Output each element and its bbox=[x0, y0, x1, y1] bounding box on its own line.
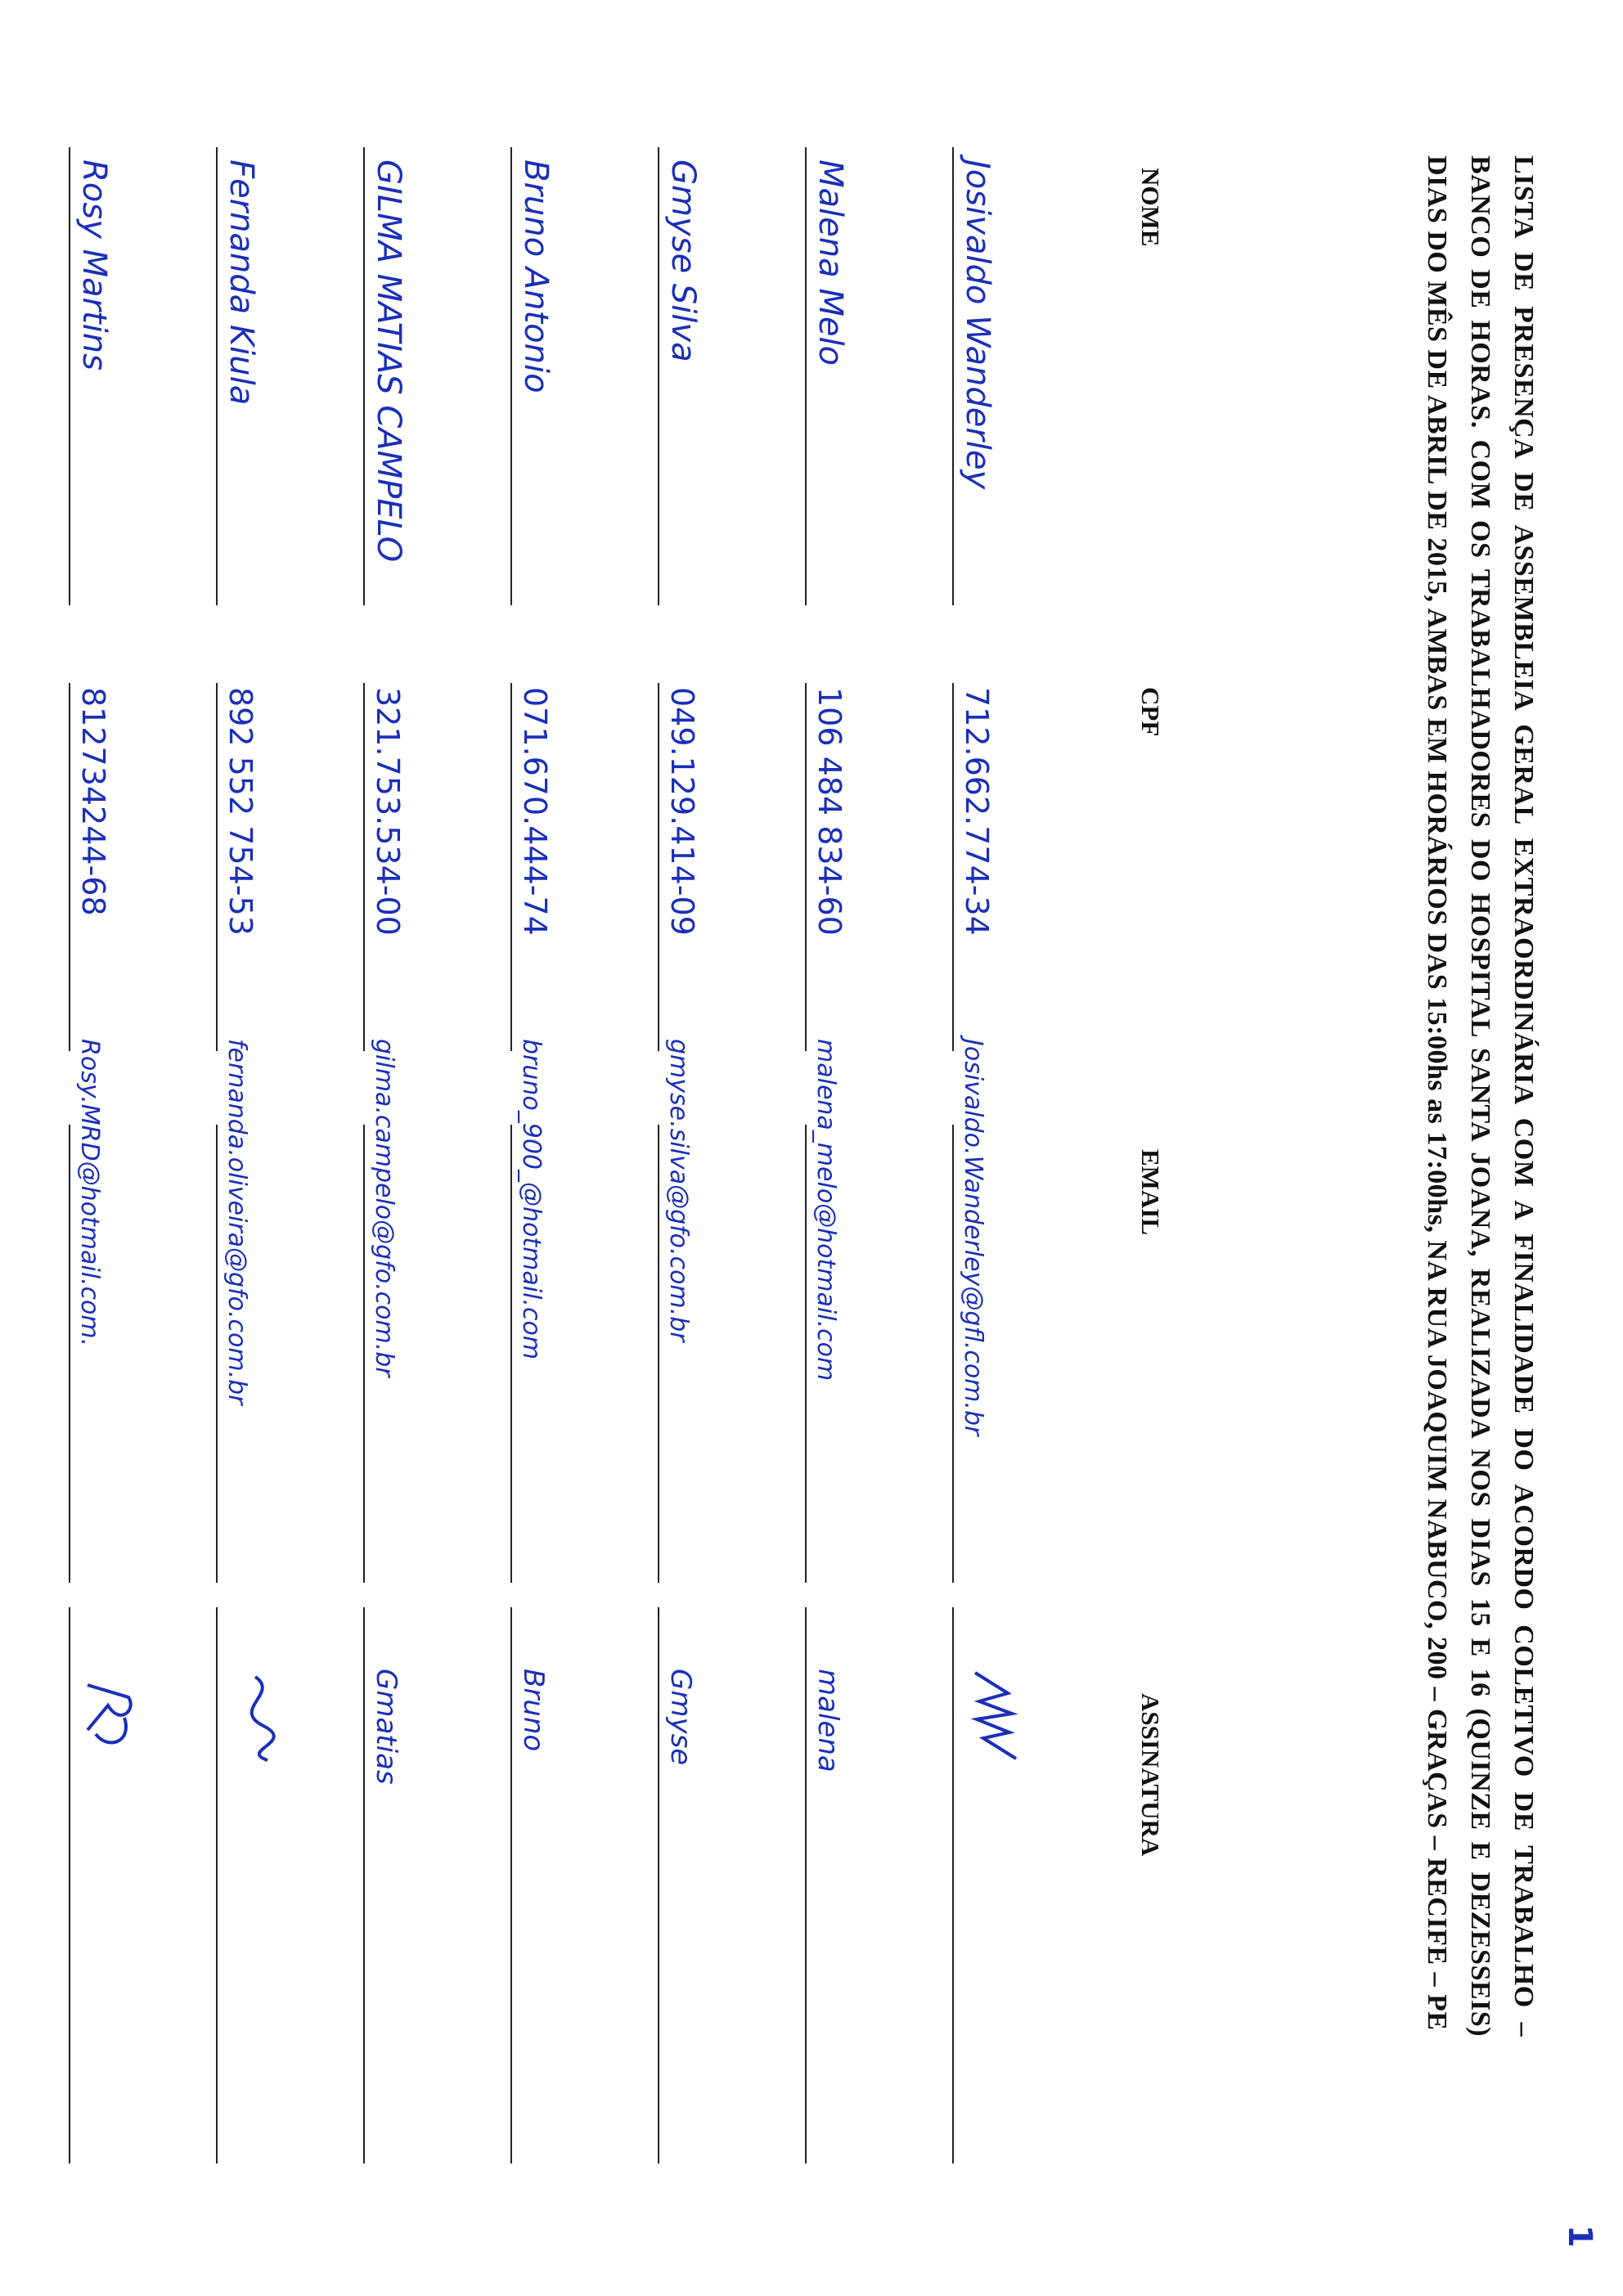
attendee-name: Fernanda Kiula bbox=[223, 160, 260, 406]
page-number: 1 bbox=[1561, 2225, 1598, 2248]
attendee-signature bbox=[69, 1669, 216, 2159]
attendee-signature bbox=[952, 1669, 1099, 2159]
attendee-email: gilma.campelo@gfo.com.br bbox=[370, 1039, 398, 1377]
signature-line bbox=[952, 1607, 954, 2163]
attendee-row bbox=[658, 0, 805, 2296]
email-line bbox=[805, 1125, 807, 1583]
attendee-row bbox=[805, 0, 952, 2296]
attendee-email: malena_melo@hotmail.com bbox=[812, 1039, 840, 1382]
signature-line bbox=[69, 1607, 70, 2163]
attendee-name: Malena Melo bbox=[812, 160, 849, 366]
cpf-line bbox=[363, 683, 365, 1051]
email-line bbox=[952, 1125, 954, 1583]
attendee-row bbox=[363, 0, 510, 2296]
attendee-cpf: 071.670.444-74 bbox=[517, 687, 553, 936]
cpf-line bbox=[952, 683, 954, 1051]
attendee-row bbox=[510, 0, 658, 2296]
attendee-cpf: 892 552 754-53 bbox=[223, 687, 259, 936]
email-line bbox=[69, 1125, 70, 1583]
signature-line bbox=[363, 1607, 365, 2163]
document-title: LISTA DE PRESENÇA DE ASSEMBLEIA GERAL EXTRAORDINÁRIA COM A FINALIDADE DO ACORDO COLETIVO DE TRABALHO – BANCO DE HORAS. COM OS TRABALHADORES DO HOSPITAL SANTA JOANA, REALIZADA NOS DIAS 15 E 16 (QUINZE E DEZESSEIS) DIAS DO MÊS DE ABRIL DE 2015, AMBAS EM HORÁRIOS DAS 15:00hs as 17:00hs, NA RUA JOAQUIM NABUCO, 200 – GRAÇAS – RECIFE – PE bbox=[1422, 155, 1539, 2037]
signature-line bbox=[510, 1607, 512, 2163]
signature-scribble bbox=[223, 1669, 288, 1767]
attendee-name: GILMA MATIAS CAMPELO bbox=[370, 160, 407, 563]
signature-scribble bbox=[75, 1669, 141, 1767]
column-header-assinatura: ASSINATURA bbox=[1136, 1693, 1165, 1857]
email-line bbox=[510, 1125, 512, 1583]
attendee-signature: malena bbox=[812, 1669, 844, 1773]
email-line bbox=[216, 1125, 218, 1583]
attendee-cpf: 049.129.414-09 bbox=[664, 687, 700, 936]
email-line bbox=[363, 1125, 365, 1583]
attendee-signature: Gmyse bbox=[664, 1669, 697, 1766]
signature-line bbox=[216, 1607, 218, 2163]
name-line bbox=[69, 147, 70, 605]
attendee-name: Bruno Antonio bbox=[517, 160, 555, 393]
attendee-email: fernanda.oliveira@gfo.com.br bbox=[223, 1039, 251, 1405]
name-line bbox=[658, 147, 659, 605]
attendee-email: bruno_900_@hotmail.com bbox=[517, 1039, 546, 1360]
column-header-email: EMAIL bbox=[1136, 1149, 1165, 1236]
name-line bbox=[216, 147, 218, 605]
attendee-cpf: 712.662.774-34 bbox=[959, 687, 995, 936]
signature-line bbox=[658, 1607, 659, 2163]
signature-scribble bbox=[959, 1669, 1024, 1767]
column-header-nome: NOME bbox=[1136, 168, 1165, 247]
attendee-cpf: 321.753.534-00 bbox=[370, 687, 406, 936]
attendee-name: Rosy Martins bbox=[75, 160, 113, 371]
name-line bbox=[363, 147, 365, 605]
attendee-name: Josivaldo Wanderley bbox=[959, 160, 996, 490]
attendee-email: Josivaldo.Wanderley@gfl.com.br bbox=[959, 1039, 987, 1436]
attendee-row bbox=[952, 0, 1099, 2296]
attendee-cpf: 812734244-68 bbox=[75, 687, 111, 916]
cpf-line bbox=[216, 683, 218, 1051]
attendee-email: Rosy.MRD@hotmail.com. bbox=[75, 1039, 104, 1347]
email-line bbox=[658, 1125, 659, 1583]
attendee-row bbox=[216, 0, 363, 2296]
cpf-line bbox=[658, 683, 659, 1051]
attendee-row bbox=[69, 0, 216, 2296]
column-header-cpf: CPF bbox=[1136, 687, 1165, 737]
name-line bbox=[805, 147, 807, 605]
name-line bbox=[510, 147, 512, 605]
cpf-line bbox=[510, 683, 512, 1051]
cpf-line bbox=[805, 683, 807, 1051]
attendee-cpf: 106 484 834-60 bbox=[812, 687, 847, 936]
name-line bbox=[952, 147, 954, 605]
attendee-signature: Bruno bbox=[517, 1669, 550, 1752]
cpf-line bbox=[69, 683, 70, 1051]
attendee-signature: Gmatias bbox=[370, 1669, 402, 1785]
signature-line bbox=[805, 1607, 807, 2163]
attendee-name: Gmyse Silva bbox=[664, 160, 702, 362]
attendee-signature bbox=[216, 1669, 363, 2159]
attendee-email: gmyse.silva@gfo.com.br bbox=[664, 1039, 693, 1342]
